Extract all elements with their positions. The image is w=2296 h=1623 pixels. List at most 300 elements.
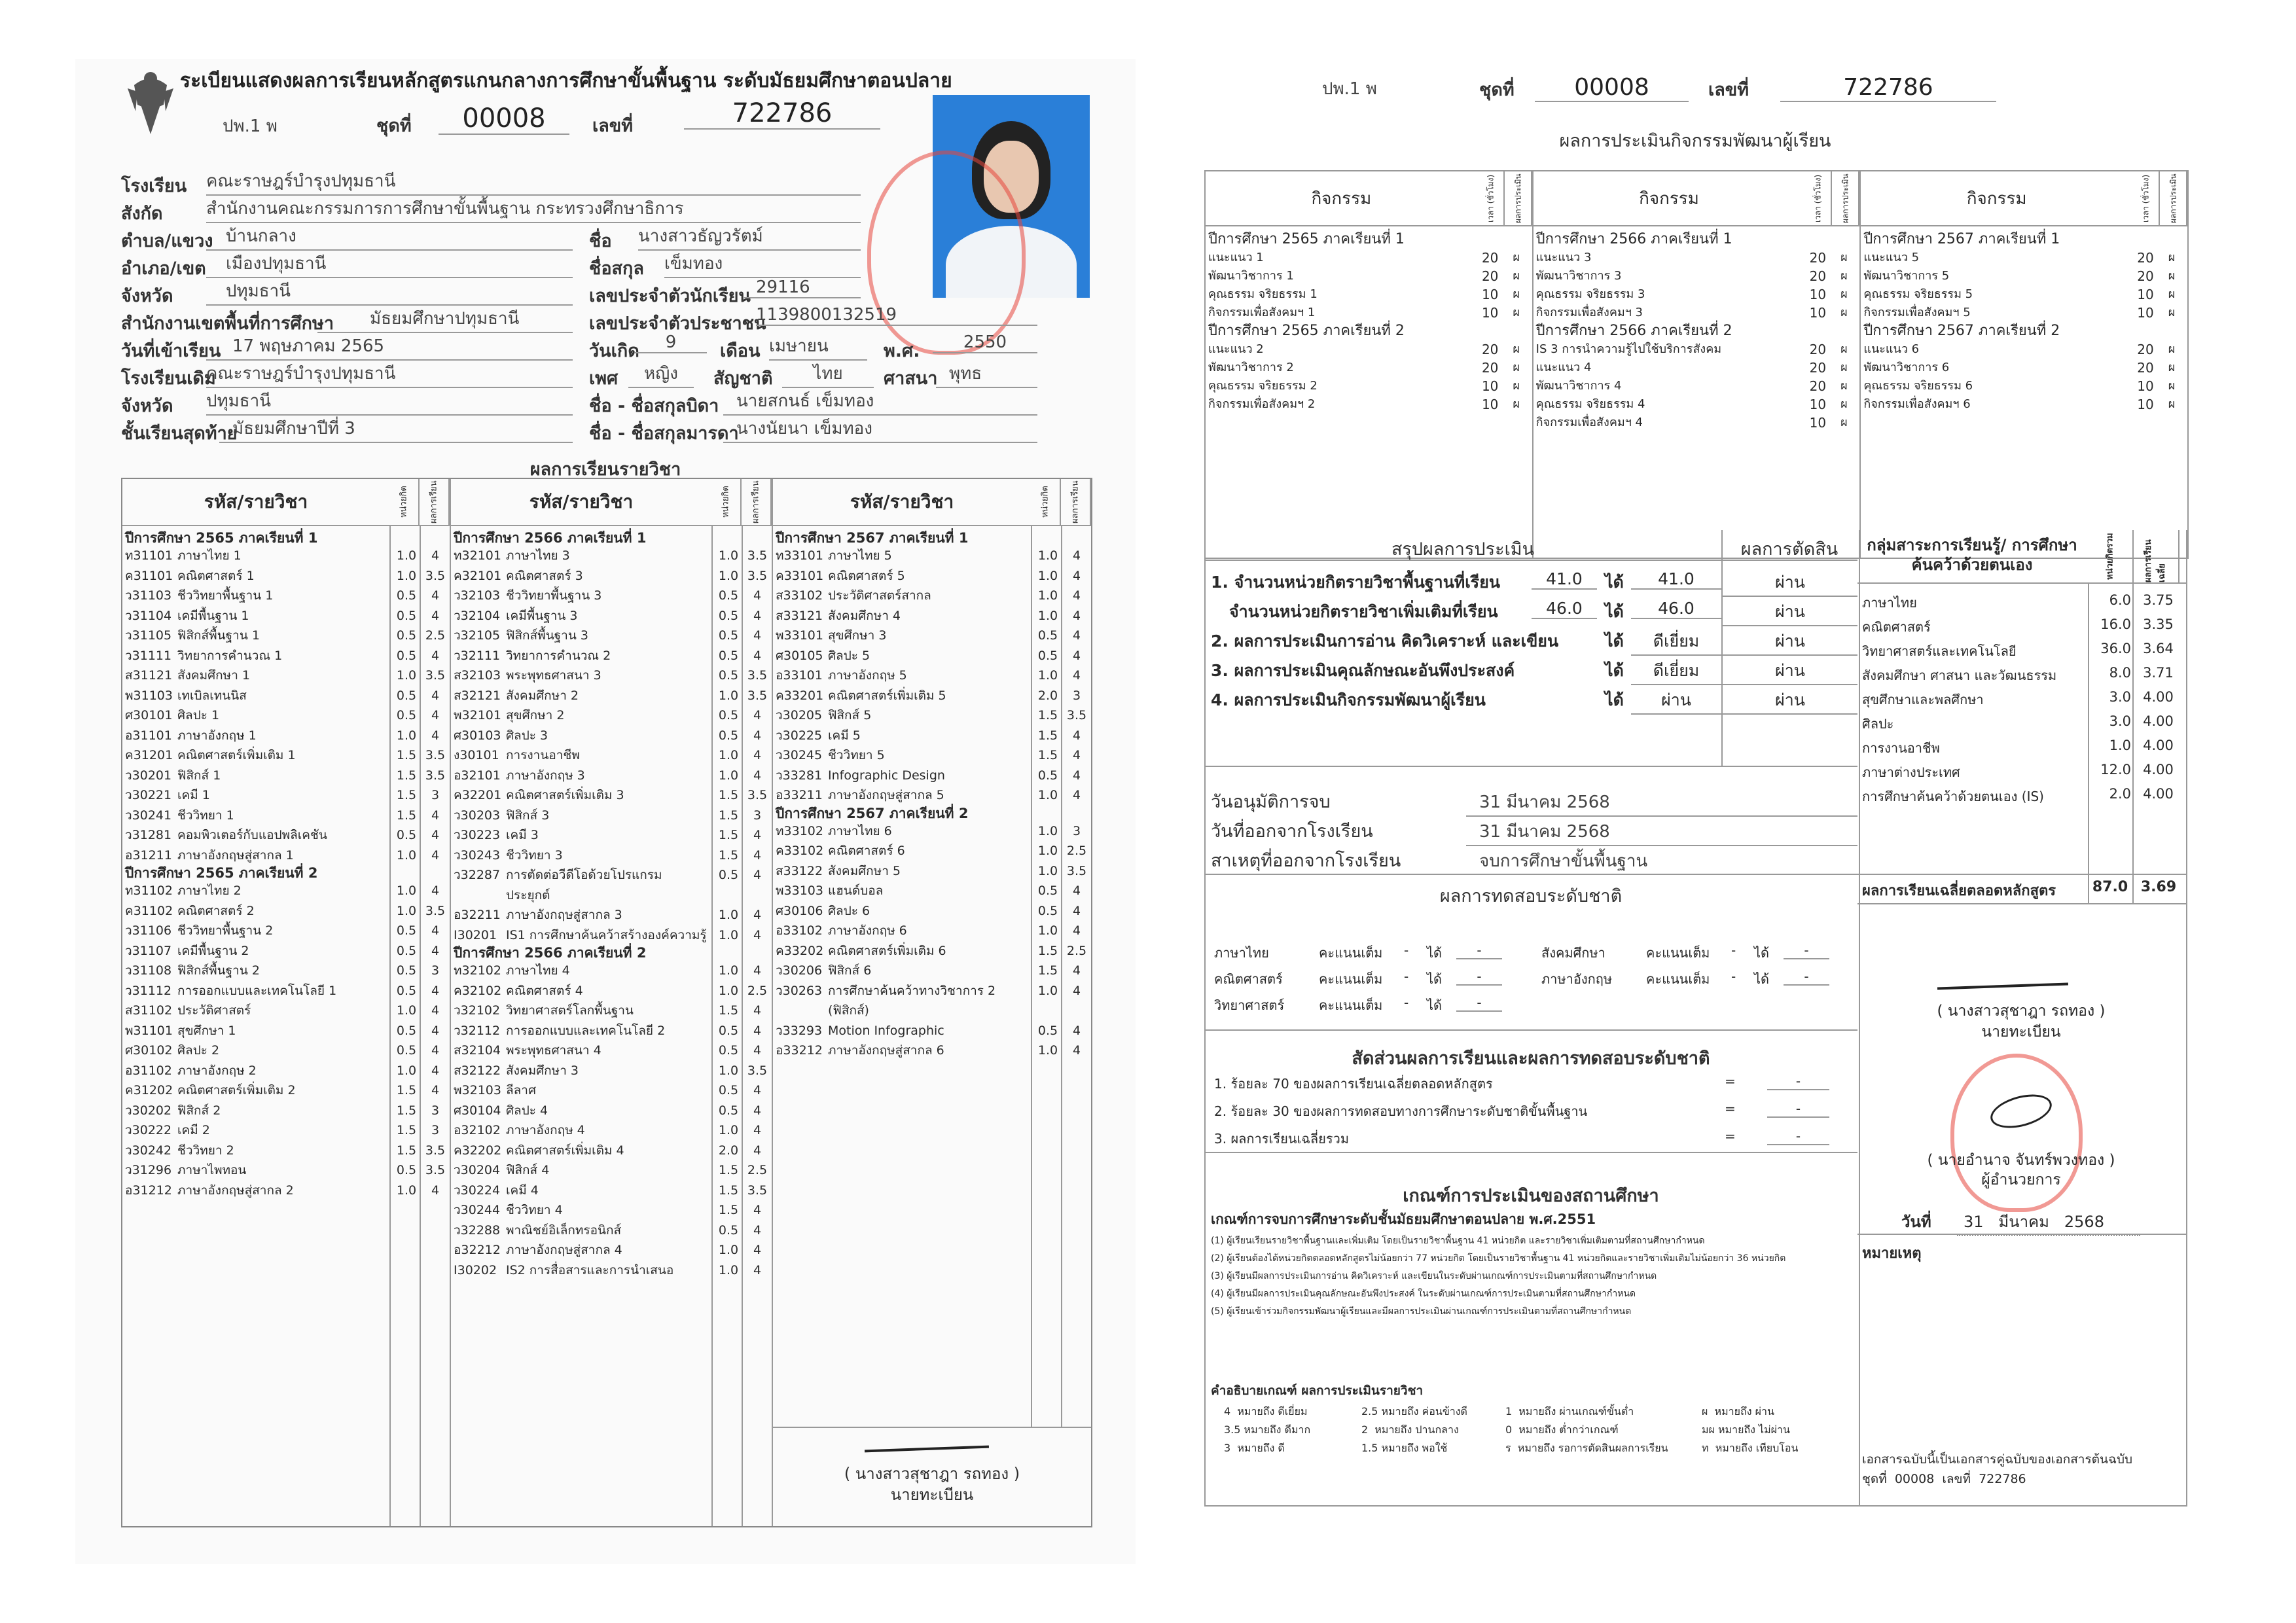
subject-code: ส33102 [776, 588, 823, 603]
summary-decision: ผ่าน [1723, 687, 1857, 715]
term-heading: ปีการศึกษา 2565 ภาคเรียนที่ 2 [1208, 323, 1405, 339]
test-score: - [1784, 942, 1829, 959]
director-name: ( นายอำนาจ จันทร์พวงทอง ) [1927, 1152, 2115, 1169]
subject-grade: 4 [431, 688, 440, 703]
subject-name: การตัดต่อวีดีโอด้วยโปรแกรม [506, 868, 662, 882]
subject-name: IS2 การสื่อสารและการนำเสนอ [506, 1262, 674, 1277]
subject-code: อ31212 [125, 1183, 172, 1198]
subject-name: เคมีพื้นฐาน 1 [177, 608, 249, 623]
activity-hours: 10 [1809, 415, 1827, 431]
header-result: ผลการเรียน [1061, 479, 1091, 525]
subject-name: คณิตศาสตร์เพิ่มเติม 4 [506, 1143, 624, 1158]
set-label: ชุดที่ [376, 116, 412, 136]
legend-item: 1.5 หมายถึง พอใช้ [1361, 1442, 1448, 1454]
subject-code: ว32288 [454, 1222, 501, 1238]
subject-grade: 4 [753, 868, 762, 882]
header-total-credits: หน่วยกิตรวม [2088, 530, 2134, 582]
activity-row [1863, 359, 2185, 377]
subject-name: เคมี 1 [177, 788, 210, 802]
subject-name: ภาษาไทย 1 [177, 548, 242, 563]
activity-result: ผ [1513, 251, 1520, 264]
subject-grade: 4 [753, 1243, 762, 1257]
subject-grade: 4 [1072, 903, 1081, 918]
subject-code: ค32101 [454, 568, 502, 583]
subject-name: วิทยาการคำนวณ 2 [506, 648, 611, 663]
subject-code: ว31296 [125, 1163, 172, 1177]
nationality-value: ไทย [782, 360, 874, 388]
test-full-label: คะแนนเต็ม [1319, 971, 1383, 987]
subject-credits: 0.5 [396, 588, 417, 603]
subject-grade: 4 [431, 728, 440, 743]
activity-row [1863, 249, 2185, 267]
subject-name: ศิลปะ 3 [506, 728, 548, 743]
legend-item: ท หมายถึง เทียบโอน [1702, 1442, 1799, 1454]
subject-name: ภาษาอังกฤษ 4 [506, 1123, 585, 1137]
subject-grade: 3.5 [425, 568, 446, 583]
ratio-label: 3. ผลการเรียนเฉลี่ยรวม [1214, 1131, 1350, 1147]
surname-label: ชื่อสกุล [589, 259, 644, 279]
subject-name: ฟิสิกส์ 1 [177, 768, 221, 783]
subject-credits: 1.5 [396, 808, 417, 823]
term-heading: ปีการศึกษา 2567 ภาคเรียนที่ 1 [1863, 231, 2060, 247]
subject-name: ศิลปะ 1 [177, 708, 220, 722]
activity-row [1863, 285, 2185, 304]
activity-result: ผ [2168, 251, 2176, 264]
registrar-title: นายทะเบียน [1981, 1024, 2061, 1041]
citizen-id-label: เลขประจำตัวประชาชน [589, 313, 766, 334]
garuda-emblem-icon [128, 65, 173, 137]
subject-credits: 0.5 [718, 1023, 739, 1038]
gender-value: หญิง [628, 360, 694, 388]
subject-group-credits: 3.0 [2109, 689, 2131, 705]
subject-credits: 1.0 [1037, 863, 1058, 878]
summary-got-label: ได้ [1605, 661, 1624, 680]
header-result: ผลการประเมิน [2160, 171, 2187, 225]
test-full-score: - [1404, 969, 1409, 984]
subject-name: ประวัติศาสตร์สากล [828, 588, 931, 603]
activity-hours: 20 [2137, 268, 2154, 284]
subject-grade: 4 [431, 1083, 440, 1097]
subject-grade: 4 [431, 883, 440, 898]
subject-credits: 0.5 [396, 963, 417, 978]
affiliation-value: สำนักงานคณะกรรมการการศึกษาขั้นพื้นฐาน กระทรวงศึกษาธิการ [206, 195, 861, 223]
header-activity: กิจกรรม [1639, 188, 1699, 209]
subject-code: ว32103 [454, 588, 501, 603]
activity-row [1536, 377, 1857, 395]
subject-grade: 4 [1072, 668, 1081, 683]
term-heading: ปีการศึกษา 2567 ภาคเรียนที่ 1 [776, 530, 969, 546]
subject-code: อ31102 [125, 1063, 172, 1078]
subject-code: I30202 [454, 1262, 497, 1277]
subject-credits: 1.5 [396, 748, 417, 762]
registrar-name: ( นางสาวสุชาฎา รถทอง ) [1937, 1003, 2106, 1020]
term-heading: ปีการศึกษา 2566 ภาคเรียนที่ 2 [1535, 323, 1732, 339]
test-full-score: - [1731, 942, 1736, 958]
legend-title: คำอธิบายเกณฑ์ ผลการประเมินรายวิชา [1211, 1383, 1424, 1398]
subject-name: ศิลปะ 4 [506, 1103, 548, 1118]
summary-value: 46.0 [1631, 599, 1721, 619]
transcript-page-back [1204, 62, 2212, 1567]
subject-grade: 3.5 [1066, 708, 1087, 722]
activity-hours: 10 [2137, 305, 2154, 321]
activity-name: พัฒนาวิชาการ 6 [1863, 361, 1950, 374]
subject-credits: 1.5 [718, 1203, 739, 1217]
subject-credits: 1.0 [718, 568, 739, 583]
activity-name: แนะแนว 1 [1208, 251, 1264, 264]
subject-credits: 1.0 [718, 1063, 739, 1078]
subject-credits: 1.0 [396, 1003, 417, 1018]
entry-date-value: 17 พฤษภาคม 2565 [206, 332, 573, 361]
activity-row [1536, 340, 1857, 359]
subject-grade: 3 [431, 1103, 440, 1118]
activity-name: คุณธรรม จริยธรรม 2 [1208, 379, 1318, 393]
activity-name: พัฒนาวิชาการ 4 [1535, 379, 1622, 393]
activity-hours: 10 [1809, 305, 1827, 321]
subject-credits: 1.0 [718, 688, 739, 703]
ratio-value: - [1767, 1073, 1829, 1090]
subject-grade: 4 [431, 847, 440, 863]
subject-grade: 4 [753, 1083, 762, 1097]
subject-name: ภาษาอังกฤษสู่สากล 4 [506, 1243, 622, 1257]
decision-title: ผลการตัดสิน [1740, 539, 1839, 560]
activity-hours: 20 [1481, 342, 1499, 357]
subject-credits: 1.0 [1037, 1043, 1058, 1058]
subject-name: เคมี 5 [828, 728, 861, 743]
activity-result: ผ [1513, 287, 1520, 301]
subject-credits: 1.0 [396, 548, 417, 563]
subject-credits: 1.5 [718, 788, 739, 802]
subject-credits: 0.5 [1037, 768, 1058, 783]
subject-group-credits: 8.0 [2109, 665, 2131, 681]
subject-credits: 2.0 [718, 1143, 739, 1158]
subject-credits: 1.0 [1037, 844, 1058, 858]
term-heading: ปีการศึกษา 2566 ภาคเรียนที่ 1 [1535, 231, 1732, 247]
subject-name: ลีลาศ [506, 1083, 537, 1097]
subject-credits: 2.0 [1037, 688, 1058, 703]
subject-code: อ32211 [454, 908, 501, 922]
term-heading: ปีการศึกษา 2566 ภาคเรียนที่ 2 [454, 945, 647, 961]
birth-day-label: วันเกิด [589, 341, 639, 361]
subdistrict-label: ตำบล/แขวง [121, 231, 213, 251]
grades-list [122, 526, 446, 1526]
subject-grade: 2.5 [425, 628, 446, 643]
activity-result: ผ [1840, 251, 1848, 264]
activity-name: พัฒนาวิชาการ 1 [1208, 269, 1294, 283]
test-full-label: คะแนนเต็ม [1646, 971, 1710, 987]
subject-group-name: สุขศึกษาและพลศึกษา [1862, 692, 1984, 707]
test-subject: วิทยาศาสตร์ [1214, 997, 1285, 1013]
district-value: เมืองปทุมธานี [206, 250, 573, 278]
leave-date-label: วันที่ออกจากโรงเรียน [1211, 821, 1373, 842]
activity-result: ผ [1840, 269, 1848, 283]
subject-credits: 0.5 [718, 1222, 739, 1238]
subject-grade: 4 [753, 1023, 762, 1038]
subject-name: ศิลปะ 2 [177, 1043, 220, 1058]
activity-hours: 20 [2137, 360, 2154, 376]
subject-code: ว30204 [454, 1163, 501, 1177]
subject-name: ภาษาอังกฤษสู่สากล 2 [177, 1183, 294, 1198]
activity-result: ผ [1840, 379, 1848, 393]
activities-table [1204, 170, 2189, 559]
subject-grade: 4 [753, 768, 762, 783]
subject-name: ชีววิทยาพื้นฐาน 1 [177, 588, 274, 603]
test-got-label: ได้ [1427, 971, 1443, 987]
subject-grade: 3 [431, 1123, 440, 1137]
subject-code: ว30203 [454, 808, 501, 823]
subject-group-name: สังคมศึกษา ศาสนา และวัฒนธรรม [1862, 668, 2057, 683]
activity-name: กิจกรรมเพื่อสังคมฯ 2 [1208, 397, 1316, 411]
subject-grade: 4 [431, 1003, 440, 1018]
subject-group-credits: 6.0 [2109, 592, 2131, 608]
subject-grade: 4 [753, 1262, 762, 1277]
activity-row [1536, 285, 1857, 304]
legend-item: ผ หมายถึง ผ่าน [1702, 1405, 1774, 1418]
subject-name: คณิตศาสตร์เพิ่มเติม 2 [177, 1083, 296, 1097]
activity-result: ผ [2168, 397, 2176, 411]
subject-credits: 0.5 [718, 728, 739, 743]
subject-credits: 0.5 [396, 648, 417, 663]
ratio-label: 1. ร้อยละ 70 ของผลการเรียนเฉลี่ยตลอดหลักสูตร [1214, 1076, 1493, 1092]
subject-credits: 1.5 [718, 847, 739, 863]
subject-grade: 2.5 [747, 1163, 768, 1177]
subject-credits: 0.5 [1037, 628, 1058, 643]
activities-list [1861, 226, 2187, 558]
subject-code: ค31101 [125, 568, 173, 583]
summary-row-label: จำนวนหน่วยกิตรายวิชาเพิ่มเติมที่เรียน [1229, 602, 1498, 621]
test-got-label: ได้ [1427, 997, 1443, 1013]
subject-name: เคมี 2 [177, 1123, 210, 1137]
subject-credits: 1.0 [1037, 568, 1058, 583]
activity-hours: 20 [1481, 360, 1499, 376]
subject-credits: 1.0 [718, 1123, 739, 1137]
test-full-label: คะแนนเต็ม [1319, 997, 1383, 1013]
activity-result: ผ [2168, 379, 2176, 393]
subject-grade: 4 [431, 943, 440, 958]
activity-hours: 10 [1481, 287, 1499, 302]
father-value: นายสกนธ์ เข็มทอง [723, 387, 1037, 416]
subject-grade: 4 [753, 927, 762, 942]
subject-code: ท33102 [776, 823, 823, 838]
summary-decision: ผ่าน [1723, 569, 1857, 597]
subject-grade: 3.5 [425, 768, 446, 783]
subject-code: อ31101 [125, 728, 172, 743]
subject-name: ภาษาไทย 6 [828, 823, 892, 838]
subject-name: ภาษาไพทอน [177, 1163, 247, 1177]
summary-row-label: 3. ผลการประเมินคุณลักษณะอันพึงประสงค์ [1211, 661, 1515, 680]
subject-credits: 1.0 [396, 568, 417, 583]
subject-code: ค31202 [125, 1083, 173, 1097]
subject-name: วิทยาศาสตร์โลกพื้นฐาน [506, 1003, 634, 1018]
test-got-label: ได้ [1427, 945, 1443, 961]
subject-code: ว31103 [125, 588, 172, 603]
subject-name: การศึกษาค้นคว้าทางวิชาการ 2 [828, 983, 996, 998]
gpa-total-average: 3.69 [2140, 879, 2177, 895]
summary-decision: ผ่าน [1723, 628, 1857, 656]
subject-credits: 1.5 [1037, 943, 1058, 958]
test-score: - [1456, 942, 1502, 959]
activity-name: คุณธรรม จริยธรรม 5 [1863, 287, 1973, 301]
subject-grade: 4 [1072, 788, 1081, 802]
legend-item: มผ หมายถึง ไม่ผ่าน [1702, 1423, 1790, 1436]
subject-name: คณิตศาสตร์ 3 [506, 568, 583, 583]
term-heading: ปีการศึกษา 2565 ภาคเรียนที่ 2 [125, 865, 318, 881]
subject-grade: 4 [753, 1143, 762, 1158]
activity-row [1536, 395, 1857, 414]
summary-value: 41.0 [1631, 569, 1721, 590]
subject-name: ชีววิทยา 2 [177, 1143, 234, 1158]
subject-credits: 1.5 [396, 1103, 417, 1118]
activity-hours: 10 [2137, 287, 2154, 302]
subject-credits: 1.0 [718, 1243, 739, 1257]
subject-grade: 3.5 [425, 1163, 446, 1177]
subject-grade: 2.5 [747, 983, 768, 998]
subject-name: คณิตศาสตร์ 1 [177, 568, 255, 583]
subject-name: คณิตศาสตร์ 6 [828, 844, 905, 858]
subject-code: ว30245 [776, 748, 823, 762]
subject-name: ชีววิทยา 3 [506, 847, 563, 863]
nationality-label: สัญชาติ [713, 368, 773, 389]
father-label: ชื่อ - ชื่อสกุลบิดา [589, 396, 719, 416]
subject-grade: 4 [431, 1043, 440, 1058]
subject-code: ส32122 [454, 1063, 501, 1078]
subject-grade: 4 [431, 923, 440, 938]
subject-name: คอมพิวเตอร์กับแอปพลิเคชัน [177, 828, 327, 842]
subject-credits: 0.5 [396, 628, 417, 643]
subject-code: พ31101 [125, 1023, 173, 1038]
subject-code: ส33121 [776, 608, 823, 623]
ratio-value: - [1767, 1101, 1829, 1118]
area-office-value: มัธยมศึกษาปทุมธานี [317, 305, 573, 333]
subject-group-average: 4.00 [2143, 786, 2174, 802]
activity-row [1536, 359, 1857, 377]
prev-province-label: จังหวัด [121, 396, 173, 416]
subject-name: ชีววิทยาพื้นฐาน 2 [177, 923, 274, 938]
subject-code: ว30222 [125, 1123, 172, 1137]
activity-hours: 10 [1809, 397, 1827, 412]
national-test-title: ผลการทดสอบระดับชาติ [1439, 886, 1623, 906]
subject-code: อ33212 [776, 1043, 823, 1058]
subject-name: ศิลปะ 6 [828, 903, 870, 918]
subject-credits: 0.5 [718, 708, 739, 722]
activity-name: แนะแนว 2 [1208, 342, 1264, 356]
criteria-item: (4) ผู้เรียนมีผลการประเมินคุณลักษณะอันพึงประสงค์ ในระดับผ่านเกณฑ์การประเมินตามที่สถานศึกษากำหนด [1211, 1289, 1636, 1299]
subject-groups-header: กลุ่มสาระการเรียนรู้/ การศึกษาค้นคว้าด้วยตนเอง [1867, 536, 2077, 574]
activity-name: กิจกรรมเพื่อสังคมฯ 1 [1208, 306, 1316, 319]
student-id-value: 29116 [743, 277, 861, 298]
summary-row-label: 1. จำนวนหน่วยกิตรายวิชาพื้นฐานที่เรียน [1211, 573, 1500, 592]
set-number: 00008 [439, 103, 569, 135]
subject-name: ฟิสิกส์พื้นฐาน 2 [177, 963, 260, 978]
subject-grade: 3 [431, 788, 440, 802]
subject-code: ท32102 [454, 963, 501, 978]
subject-group-name: คณิตศาสตร์ [1862, 619, 1931, 635]
subject-name: ฟิสิกส์ 3 [506, 808, 550, 823]
grades-list [451, 526, 768, 1526]
subject-code: พ32103 [454, 1083, 501, 1097]
subject-code: ว32102 [454, 1003, 501, 1018]
subject-credits: 0.5 [396, 1163, 417, 1177]
summary-studied: 46.0 [1532, 599, 1597, 619]
subject-code: ศ30102 [125, 1043, 173, 1058]
activity-name: แนะแนว 4 [1535, 361, 1592, 374]
legend-item: 1 หมายถึง ผ่านเกณฑ์ขั้นต่ำ [1505, 1405, 1634, 1418]
subject-name: (ฟิสิกส์) [828, 1003, 869, 1018]
legend-item: 3.5 หมายถึง ดีมาก [1224, 1423, 1311, 1436]
summary-value: ผ่าน [1631, 687, 1721, 715]
gpa-total-credits: 87.0 [2092, 879, 2128, 895]
subject-grade: 4 [753, 1203, 762, 1217]
subject-credits: 0.5 [396, 828, 417, 842]
test-got-label: ได้ [1754, 945, 1770, 961]
test-score: - [1456, 969, 1502, 986]
activity-name: IS 3 การนำความรู้ไปใช้บริการสังคม [1535, 342, 1722, 356]
activity-name: คุณธรรม จริยธรรม 4 [1535, 397, 1645, 411]
subject-credits: 1.0 [718, 983, 739, 998]
document-title: ระเบียนแสดงผลการเรียนหลักสูตรแกนกลางการศึกษาขั้นพื้นฐาน ระดับมัธยมศึกษาตอนปลาย [180, 69, 952, 92]
subject-code: ค32102 [454, 983, 502, 998]
subject-name: สังคมศึกษา 5 [828, 863, 901, 878]
subject-credits: 1.0 [1037, 548, 1058, 563]
subject-credits: 1.5 [1037, 708, 1058, 722]
summary-got-label: ได้ [1605, 690, 1624, 709]
subject-grade: 3.5 [747, 548, 768, 563]
activity-name: แนะแนว 5 [1863, 251, 1920, 264]
birth-year-label: พ.ศ. [884, 341, 920, 361]
subject-name: ภาษาอังกฤษสู่สากล 1 [177, 847, 294, 863]
subject-name: สังคมศึกษา 1 [177, 668, 250, 683]
subject-grade: 2.5 [1066, 844, 1087, 858]
subject-grade: 4 [753, 1043, 762, 1058]
activity-result: ผ [2168, 342, 2176, 356]
activity-name: คุณธรรม จริยธรรม 6 [1863, 379, 1973, 393]
subject-name: ชีววิทยาพื้นฐาน 3 [506, 588, 602, 603]
subject-grade: 4 [431, 983, 440, 998]
subject-credits: 0.5 [396, 1043, 417, 1058]
subject-code: ว32112 [454, 1023, 501, 1038]
activity-result: ผ [2168, 287, 2176, 301]
subject-name: ฟิสิกส์ 4 [506, 1163, 550, 1177]
subject-credits: 0.5 [718, 868, 739, 882]
subject-name: ภาษาอังกฤษสู่สากล 6 [828, 1043, 944, 1058]
summary-got-label: ได้ [1605, 602, 1624, 621]
subject-code: ส31102 [125, 1003, 173, 1018]
subject-code: ส33122 [776, 863, 823, 878]
subject-group-average: 4.00 [2143, 738, 2174, 753]
religion-value: พุทธ [936, 360, 1037, 388]
subject-group-name: การศึกษาค้นคว้าด้วยตนเอง (IS) [1862, 789, 2044, 804]
subject-grade: 4 [753, 847, 762, 863]
subject-code: ว31107 [125, 943, 172, 958]
sign-date-value: 31 มีนาคม 2568 [1957, 1209, 2140, 1236]
header-hours: เวลา (ชั่วโมง) [1477, 171, 1505, 225]
subject-code: ว30223 [454, 828, 501, 842]
grades-header [773, 479, 1091, 526]
header-result: ผลการประเมิน [1832, 171, 1859, 225]
subject-credits: 1.5 [718, 1003, 739, 1018]
subject-code: อ32102 [454, 1123, 501, 1137]
subject-code: ค32201 [454, 788, 502, 802]
subject-code: ศ30101 [125, 708, 173, 722]
subject-name: ประยุกต์ [506, 887, 550, 902]
legend-item: 3 หมายถึง ดี [1224, 1442, 1285, 1454]
copy-note: เอกสารฉบับนี้เป็นเอกสารคู่ฉบับของเอกสารต้นฉบับ [1862, 1452, 2133, 1467]
subject-name: ภาษาอังกฤษ 5 [828, 668, 907, 683]
form-code: ปพ.1 พ [223, 116, 278, 136]
subject-grade: 4 [753, 748, 762, 762]
activity-result: ผ [2168, 306, 2176, 319]
subject-name: เคมี 4 [506, 1183, 539, 1198]
subject-grade: 4 [431, 708, 440, 722]
